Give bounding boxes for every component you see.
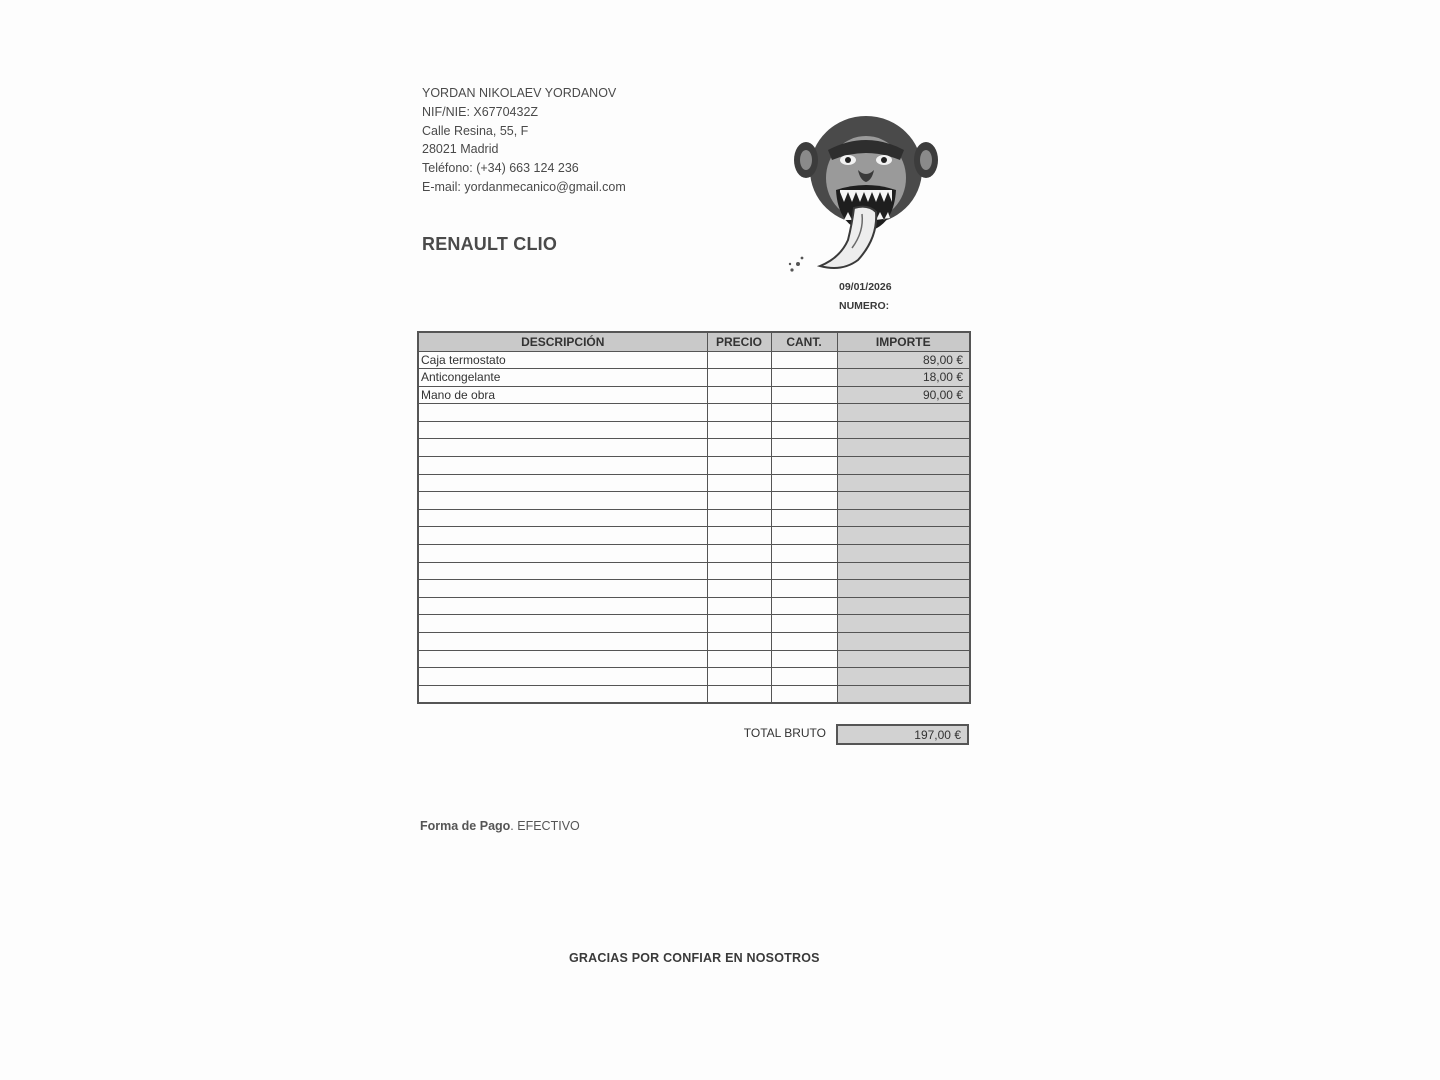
cell-amount [837,685,970,703]
cell-amount: 89,00 € [837,351,970,369]
cell-quantity [771,439,837,457]
cell-description [418,492,707,510]
cell-price [707,509,771,527]
table-row [418,421,970,439]
table-row [418,668,970,686]
cell-quantity [771,615,837,633]
cell-description: Caja termostato [418,351,707,369]
cell-amount [837,457,970,475]
table-row [418,492,970,510]
cell-quantity [771,562,837,580]
total-label: TOTAL BRUTO [743,726,826,740]
table-body [418,351,970,703]
table-row [418,527,970,545]
cell-description [418,615,707,633]
header-description: DESCRIPCIÓN [418,332,707,351]
cell-amount [837,492,970,510]
cell-description [418,597,707,615]
total-value: 197,00 € [836,724,969,745]
monkey-head-logo-icon [784,108,944,278]
cell-price [707,580,771,598]
cell-amount [837,597,970,615]
cell-quantity [771,580,837,598]
cell-amount [837,421,970,439]
cell-description [418,668,707,686]
invoice-number-label: NUMERO: [839,300,890,312]
cell-quantity [771,527,837,545]
cell-description [418,439,707,457]
cell-price [707,351,771,369]
table-row [418,615,970,633]
header-price: PRECIO [707,332,771,351]
table-row [418,369,970,387]
table-row [418,562,970,580]
cell-description [418,527,707,545]
payment-value: . EFECTIVO [510,819,580,833]
cell-description [418,474,707,492]
sender-email: E-mail: yordanmecanico@gmail.com [422,179,626,194]
table-row [418,404,970,422]
cell-quantity [771,509,837,527]
table-row [418,509,970,527]
cell-price [707,597,771,615]
cell-description [418,421,707,439]
cell-description: Anticongelante [418,369,707,387]
cell-quantity [771,404,837,422]
payment-label: Forma de Pago [420,819,511,833]
cell-quantity [771,668,837,686]
cell-description [418,545,707,563]
cell-price [707,474,771,492]
cell-amount [837,527,970,545]
header-amount: IMPORTE [837,332,970,351]
cell-amount [837,545,970,563]
cell-description [418,580,707,598]
cell-price [707,685,771,703]
cell-description [418,509,707,527]
cell-amount: 18,00 € [837,369,970,387]
cell-quantity [771,351,837,369]
cell-price [707,650,771,668]
sender-nif: NIF/NIE: X6770432Z [422,104,539,119]
table-row [418,650,970,668]
sender-name: YORDAN NIKOLAEV YORDANOV [422,86,617,100]
cell-amount [837,562,970,580]
cell-price [707,615,771,633]
cell-amount [837,668,970,686]
cell-price [707,404,771,422]
table-row [418,685,970,703]
cell-quantity [771,633,837,651]
cell-quantity [771,597,837,615]
cell-price [707,633,771,651]
cell-amount [837,474,970,492]
table-row [418,439,970,457]
table-row [418,474,970,492]
cell-price [707,439,771,457]
sender-address: Calle Resina, 55, F [422,123,529,138]
cell-amount [837,650,970,668]
cell-description [418,650,707,668]
table-row [418,580,970,598]
cell-quantity [771,650,837,668]
cell-price [707,386,771,404]
cell-quantity [771,386,837,404]
table-row [418,633,970,651]
sender-phone: Teléfono: (+34) 663 124 236 [422,161,579,176]
cell-quantity [771,492,837,510]
cell-description [418,457,707,475]
cell-quantity [771,685,837,703]
sender-block [422,84,626,197]
vehicle-title: RENAULT CLIO [422,234,558,254]
cell-amount [837,615,970,633]
table-row [418,597,970,615]
cell-price [707,562,771,580]
cell-description [418,685,707,703]
table-row [418,386,970,404]
cell-amount [837,580,970,598]
total-row [417,724,969,745]
footer-thanks: GRACIAS POR CONFIAR EN NOSOTROS [569,951,820,965]
cell-amount [837,404,970,422]
sender-city: 28021 Madrid [422,142,499,157]
cell-price [707,668,771,686]
cell-quantity [771,457,837,475]
items-table [417,331,969,704]
table-row [418,457,970,475]
cell-quantity [771,474,837,492]
cell-quantity [771,421,837,439]
cell-description [418,633,707,651]
cell-amount [837,439,970,457]
payment-method [420,819,580,833]
table-header-row [418,332,970,351]
cell-price [707,457,771,475]
cell-description [418,562,707,580]
cell-amount: 90,00 € [837,386,970,404]
table-row [418,545,970,563]
table-row [418,351,970,369]
cell-price [707,545,771,563]
cell-amount [837,509,970,527]
cell-quantity [771,369,837,387]
cell-description: Mano de obra [418,386,707,404]
invoice-meta [839,278,892,316]
cell-price [707,492,771,510]
header-quantity: CANT. [771,332,837,351]
cell-description [418,404,707,422]
cell-price [707,369,771,387]
cell-quantity [771,545,837,563]
cell-price [707,527,771,545]
invoice-date: 09/01/2026 [839,281,892,293]
cell-price [707,421,771,439]
cell-amount [837,633,970,651]
